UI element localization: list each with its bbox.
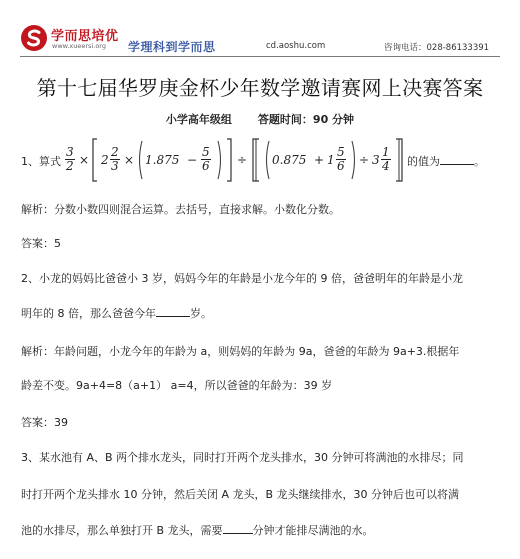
- right-paren: [216, 140, 224, 180]
- division-sign-2: ÷: [359, 153, 370, 167]
- q1-suffix: 的值为 。: [407, 155, 485, 168]
- exam-time: 答题时间：90 分钟: [257, 113, 355, 126]
- right-square-bracket: [225, 138, 233, 182]
- header-phone: 咨询电话：028-86133391: [384, 43, 490, 53]
- q3-line-1: 3、某水池有 A、B 两个排水龙头，同时打开两个龙头排水，30 分钟可将满池的水排尽；同: [21, 451, 464, 464]
- plus-sign: +: [314, 153, 325, 167]
- fraction-2-3: $\frac{2}{3}$: [111, 145, 119, 173]
- left-double-bracket: [251, 138, 261, 182]
- header-slogan: 学理科到学而思: [128, 40, 216, 54]
- answer-blank: [440, 153, 474, 165]
- q2-answer: 答案：39: [21, 416, 68, 429]
- right-double-bracket: [394, 138, 404, 182]
- left-paren-2: [263, 140, 271, 180]
- header-site[interactable]: cd.aoshu.com: [266, 41, 326, 51]
- exam-subtitle: [0, 111, 520, 127]
- logo-url: www.xueersi.org: [52, 42, 106, 50]
- page-header: [0, 0, 520, 62]
- minus-sign: −: [187, 153, 198, 167]
- fraction-5-6: $\frac{5}{6}$: [202, 145, 210, 173]
- times-sign-2: ×: [124, 153, 135, 167]
- q3-line-2: 时打开两个龙头排水 10 分钟，然后关闭 A 龙头，B 龙头继续排水，30 分钟后也可以将满: [21, 488, 460, 501]
- mixed-whole-3: 3: [372, 153, 380, 167]
- q1-prefix: 1、算式: [21, 155, 61, 168]
- page-title: 第十七届华罗庚金杯少年数学邀请赛网上决赛答案: [36, 76, 484, 100]
- q2-analysis-2: 龄差不变。9a+4=8（a+1） a=4，所以爸爸的年龄为：39 岁: [21, 379, 333, 392]
- answer-blank: [156, 305, 190, 317]
- right-paren-2: [350, 140, 358, 180]
- q2-analysis-1: 解析：年龄问题，小龙今年的年龄为 a，则妈妈的年龄为 9a，爸爸的年龄为 9a+3.根据年: [21, 345, 460, 358]
- logo-text: 学而思培优: [51, 29, 119, 44]
- division-sign: ÷: [237, 153, 248, 167]
- mixed-whole-1: 1: [327, 153, 335, 167]
- q2-line-2: 明年的 8 倍，那么爸爸今年 岁。: [21, 307, 212, 320]
- header-divider: [20, 56, 500, 57]
- decimal-1-875: 1.875: [145, 153, 180, 167]
- exam-group: 小学高年级组: [165, 113, 232, 126]
- left-square-bracket: [91, 138, 99, 182]
- times-sign: ×: [79, 153, 90, 167]
- mixed-whole-2: 2: [101, 153, 109, 167]
- fraction-1-4: $\frac{1}{4}$: [382, 145, 390, 173]
- fraction-5-6-b: $\frac{5}{6}$: [337, 145, 345, 173]
- q2-line-1: 2、小龙的妈妈比爸爸小 3 岁，妈妈今年的年龄是小龙今年的 9 倍，爸爸明年的年龄是小龙: [21, 272, 463, 285]
- q1-analysis: 解析：分数小数四则混合运算。去括号，直接求解。小数化分数。: [21, 203, 340, 216]
- decimal-0-875: 0.875: [272, 153, 307, 167]
- fraction-3-2: $\frac{3}{2}$: [66, 145, 74, 173]
- left-paren: [136, 140, 144, 180]
- q1-answer: 答案：5: [21, 237, 61, 250]
- xueersi-logo-icon: [20, 24, 48, 52]
- answer-blank: [223, 522, 253, 534]
- q3-line-3: 池的水排尽，那么单独打开 B 龙头，需要 分钟才能排尽满池的水。: [21, 524, 374, 537]
